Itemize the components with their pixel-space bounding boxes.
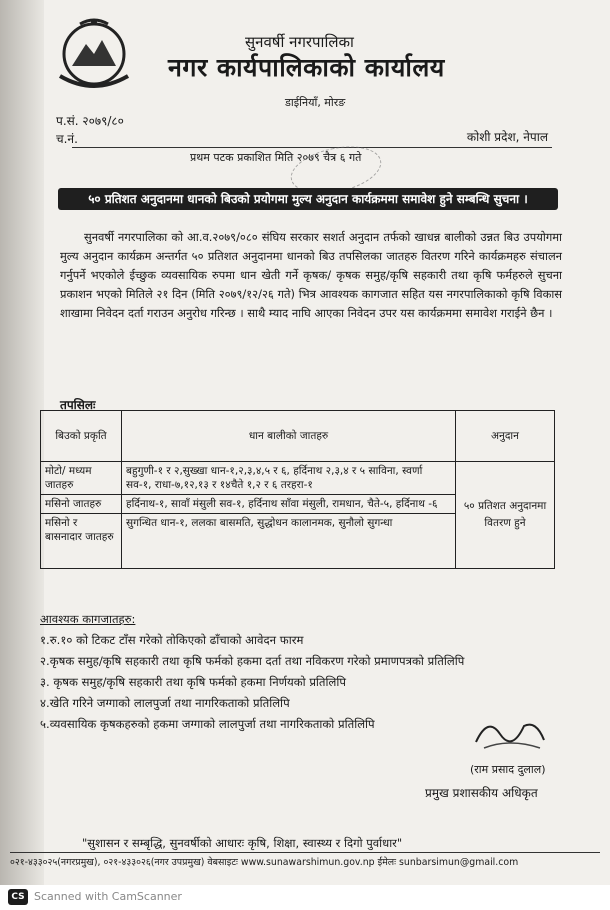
signatory-title: प्रमुख प्रशासकीय अधिकृत [425,786,538,800]
scanner-text: Scanned with CamScanner [34,890,182,903]
varieties-cell: हर्दिनाथ-१, सावाँ मंसुली सव-१, हर्दिनाथ साँवा मंसुली, रामधान, चैते-५, हर्दिनाथ -६ [122,495,456,514]
publication-line: प्रथम पटक प्रकाशित मिति २०७९ चैत्र ६ गते [190,151,362,164]
notice-body: सुनवर्षी नगरपालिका को आ.व.२०७९/०८० संघिय सरकार सशर्त अनुदान तर्फको खाधन्न बालीको उन्नत बिउ उपयोगमा मुल्य अनुदान कार्यक्रम अन्तर्गत ५० प्रतिशत अनुदानमा धानको बिउ तपसिलका जातहरु वितरण गरिने कार्यक्रमहरु संचालन गर्नुपर्ने भएकोले ईच्छुक व्यवसायिक रुपमा धान खेती गर्ने कृषक/ कृषक समुह/कृषि सहकारी तथा कृषि फर्महरुले सुचना प्रकाशन भएको मितिले २१ दिन (मिति २०७९/१२/२६ गते) भित्र आवश्यक कागजात सहित यस नगरपालिकाको कृषि विकास शाखामा निवेदन दर्ता गराउन अनुरोध गरिन्छ । साथै म्याद नाघि आएका निवेदन उपर यस कार्यक्रममा समावेश गराईने छैन । [60,230,562,320]
list-item: ३. कृषक समुह/कृषि सहकारी तथा कृषि फर्मको हकमा निर्णयको प्रतिलिपि [40,675,346,689]
header-seed-type: बिउको प्रकृति [41,411,122,462]
office-title: नगर कार्यपालिकाको कार्यालय [168,53,445,82]
documents-list [40,630,464,735]
header-varieties: धान बालीको जातहरु [122,411,456,462]
table-row [41,462,555,495]
seed-type-cell: मोटो/ मध्यम जातहरु [41,462,122,495]
list-item: १.रु.१० को टिकट टाँस गरेको तोकिएको ढाँचाको आवेदन फारम [40,633,304,647]
seed-type-cell: मसिनो र बासनादार जातहरु [41,514,122,569]
footer-motto: "सुशासन र सम्बृद्धि, सुनवर्षीको आधारः कृषि, शिक्षा, स्वास्थ्य र दिगो पुर्वाधार" [82,836,403,850]
footer-contact: ०२१-४३३०२५(नगरप्रमुख), ०२१-४३३०२६(नगर उपप्रमुख) वेबसाइटः www.sunawarshimun.gov.np ईमेलः sunbarsimun@gmail.com [10,857,519,868]
documents-title: आवश्यक कागजातहरु: [40,612,136,626]
seed-type-cell: मसिनो जातहरु [41,495,122,514]
footer-divider [10,852,600,853]
list-item: २.कृषक समुह/कृषि सहकारी तथा कृषि फर्मको हकमा दर्ता तथा नविकरण गरेको प्रमाणपत्रको प्रतिलिपि [40,654,465,668]
scanner-bar [0,885,610,910]
list-item: ५.व्यवसायिक कृषकहरुको हकमा जग्गाको लालपुर्जा तथा नागरिकताको प्रतिलिपि [40,717,375,731]
scan-shadow [0,0,44,885]
signatory-name: (राम प्रसाद दुलाल) [470,763,546,776]
province-label: कोशी प्रदेश, नेपाल [466,130,548,144]
dispatch-number: च.नं. [56,132,78,146]
variety-table [40,410,555,569]
table-label: तपसिलः [60,398,96,412]
office-address: डाईनियाँ, मोरङ [285,96,346,109]
varieties-cell: सुगन्धित धान-१, ललका बासमति, सुद्धोधन कालानमक, सुनौलो सुगन्धा [122,514,456,569]
notice-subject: ५० प्रतिशत अनुदानमा धानको बिउको प्रयोगमा मुल्य अनुदान कार्यक्रममा समावेश हुने सम्बन्धि सुचना । [58,188,558,210]
camscanner-logo: CS [8,889,28,905]
reference-block [56,112,124,148]
ref-number: प.सं. २०७९/८० [56,114,124,128]
list-item: ४.खेति गरिने जग्गाको लालपुर्जा तथा नागरिकताको प्रतिलिपि [40,696,290,710]
subsidy-cell: ५० प्रतिशत अनुदानमा वितरण हुने [456,462,555,569]
header-divider [72,147,552,148]
nepal-emblem-icon [52,14,136,94]
header-subsidy: अनुदान [456,411,555,462]
signature-scribble [470,712,550,756]
municipality-name: सुनवर्षी नगरपालिका [245,33,354,51]
table-header-row [41,411,555,462]
varieties-cell: बहुगुणी-१ र २,सुख्खा धान-१,२,३,४,५ र ६, हर्दिनाथ २,३,४ र ५ साविना, स्वर्णा सव-१, राधा-७,१२,१३ र १४चैते १,२ र ६ तरहरा-१ [122,462,456,495]
